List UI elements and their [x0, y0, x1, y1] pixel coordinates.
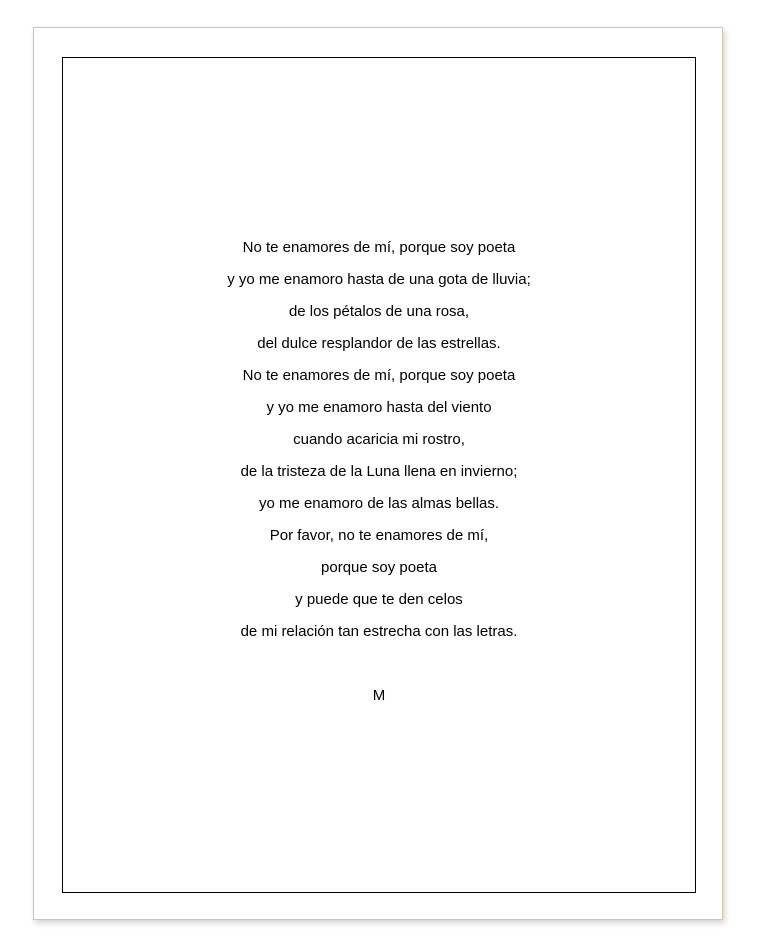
poem-line: cuando acaricia mi rostro,	[293, 431, 465, 448]
page-frame	[62, 57, 696, 893]
poem-line: porque soy poeta	[321, 559, 437, 576]
poem-line: y puede que te den celos	[295, 591, 463, 608]
poem-line: No te enamores de mí, porque soy poeta	[242, 367, 516, 384]
poem-line: de mi relación tan estrecha con las letras.	[240, 623, 518, 640]
poem-line: y yo me enamoro hasta de una gota de lluvia;	[227, 271, 531, 288]
poem-line: Por favor, no te enamores de mí,	[269, 527, 489, 544]
poem	[63, 234, 695, 710]
poem-line: No te enamores de mí, porque soy poeta	[242, 239, 516, 256]
poem-line: de los pétalos de una rosa,	[288, 303, 470, 320]
poem-line: yo me enamoro de las almas bellas.	[258, 495, 500, 512]
poem-line: y yo me enamoro hasta del viento	[266, 399, 492, 416]
signature: M	[372, 687, 386, 704]
document-page	[33, 27, 723, 920]
poem-line: de la tristeza de la Luna llena en invierno;	[240, 463, 518, 480]
poem-line: del dulce resplandor de las estrellas.	[257, 335, 501, 352]
